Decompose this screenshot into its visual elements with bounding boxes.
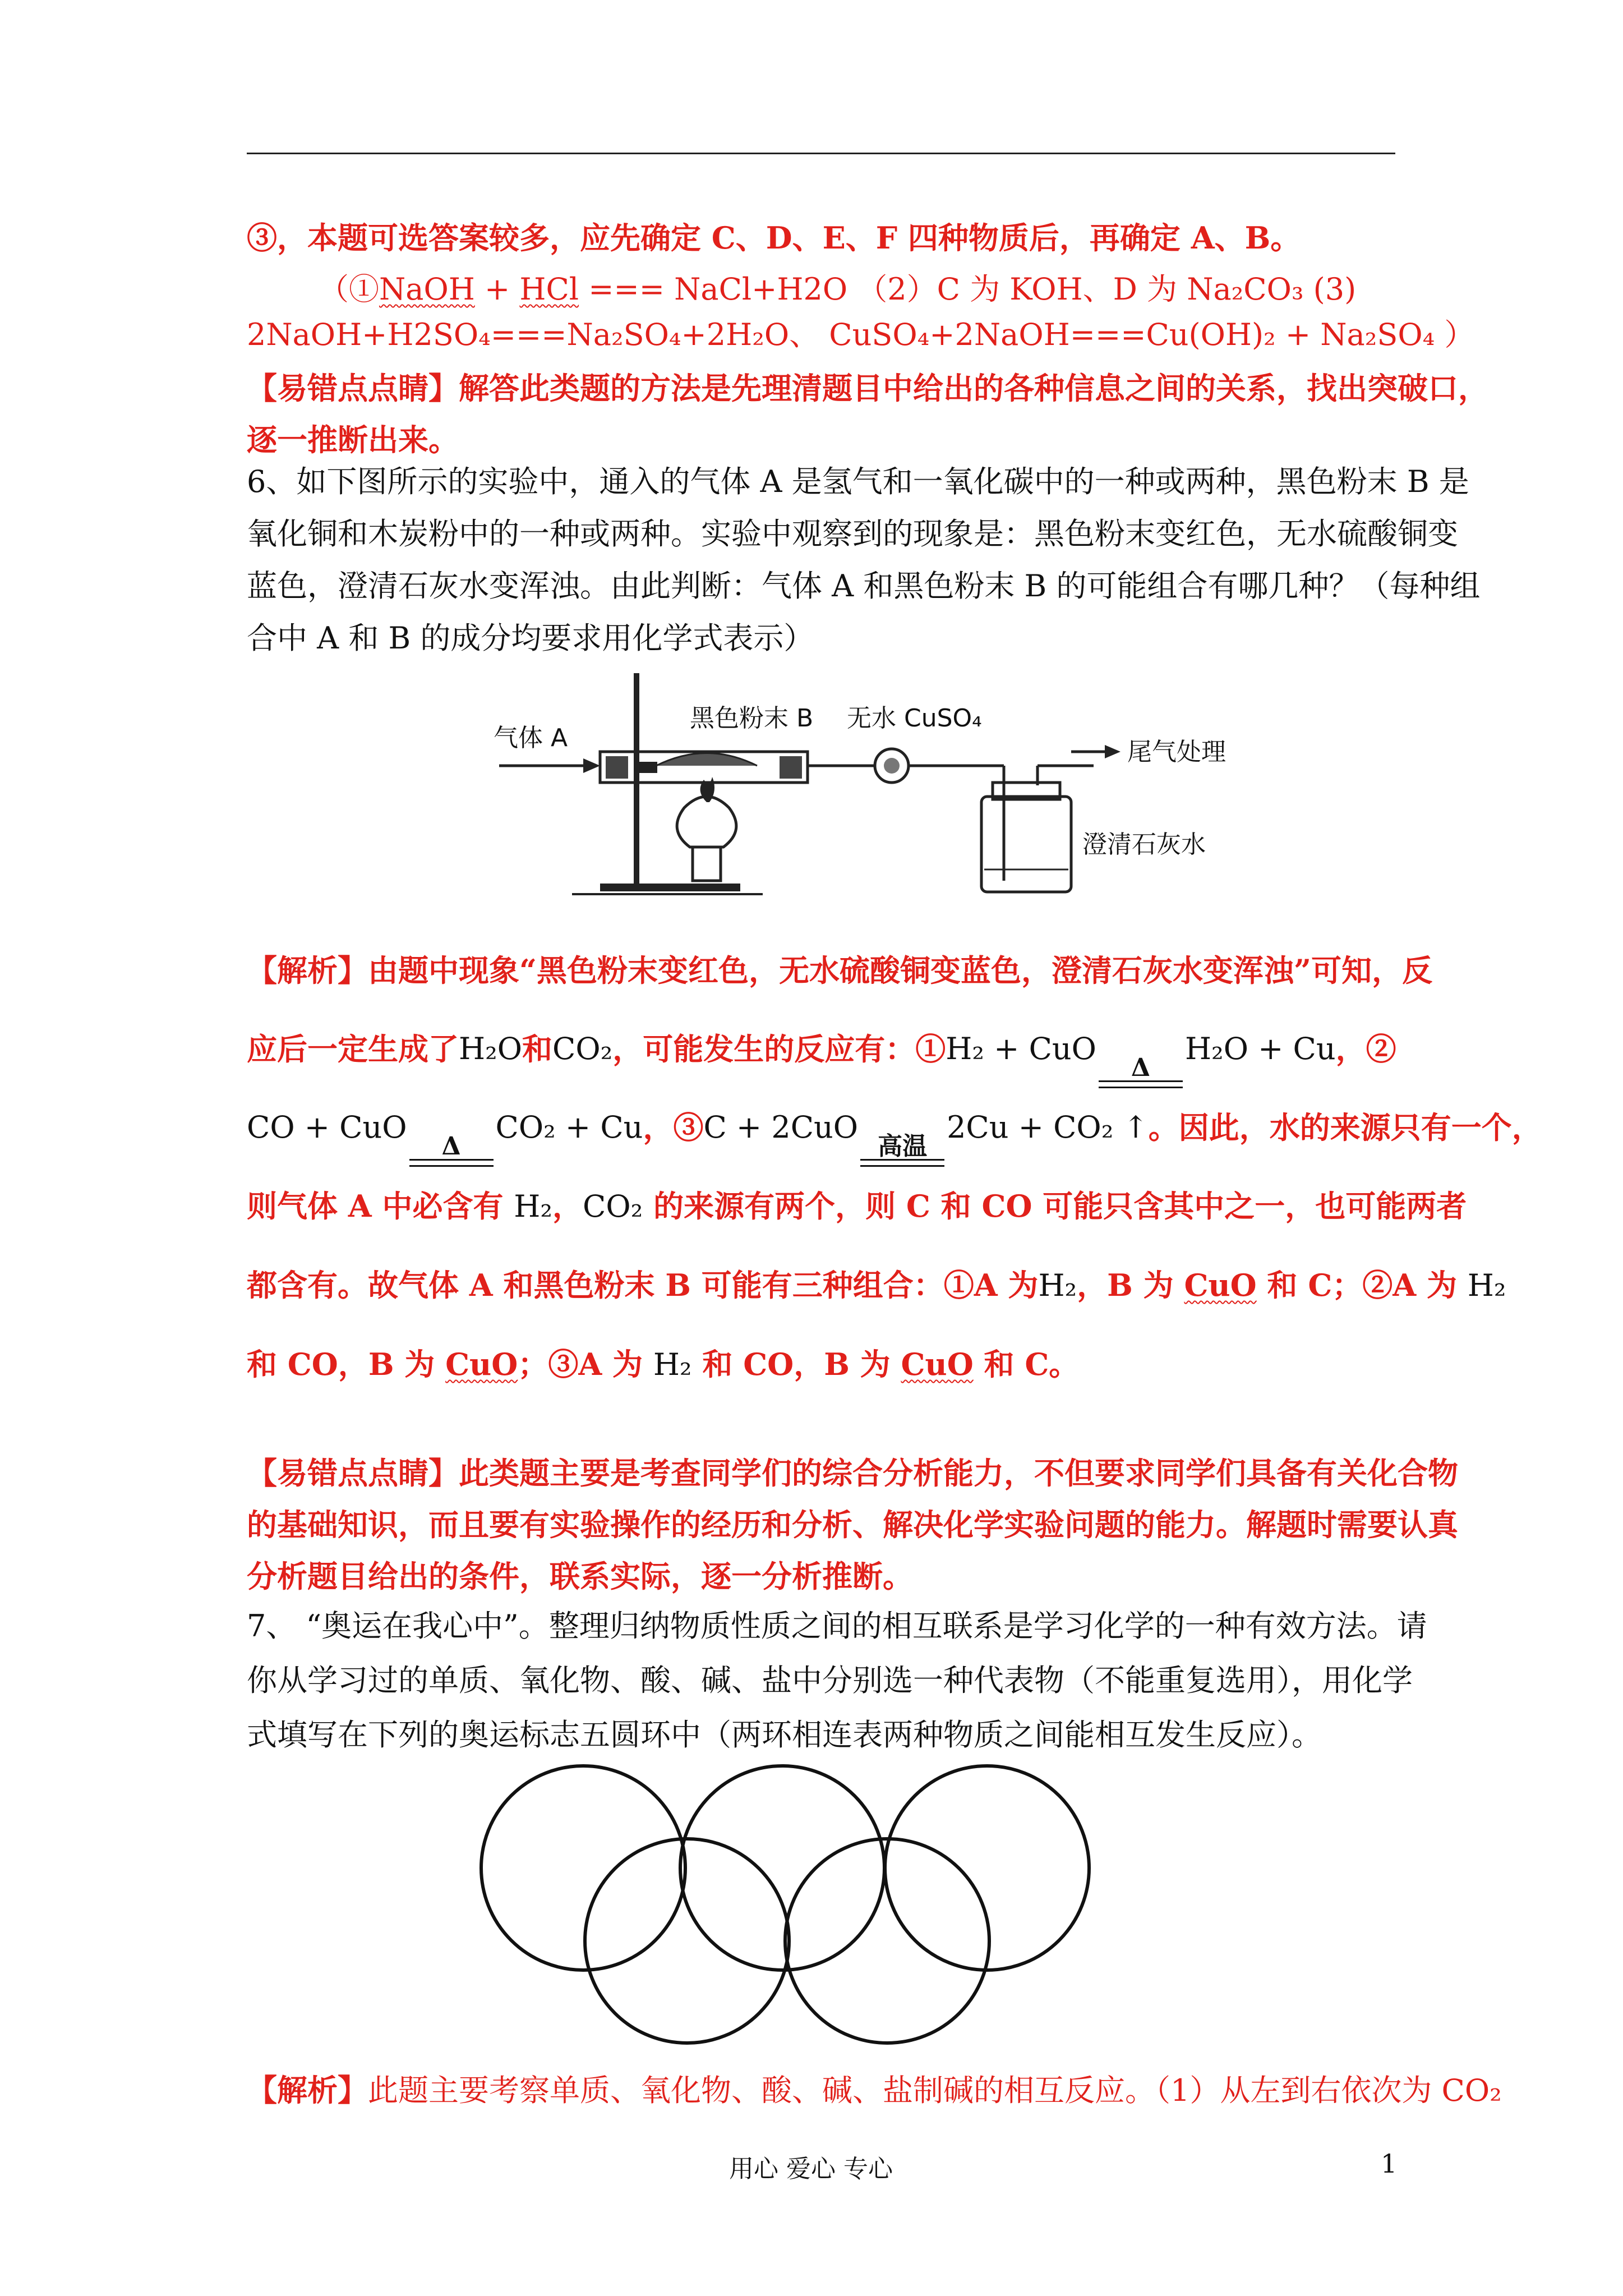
analysis-line <box>247 1010 1396 1088</box>
analysis-line <box>247 1167 1467 1246</box>
equation-right: CO₂ + Cu <box>495 1110 643 1145</box>
tip-text: 解答此类题的方法是先理清题目中给出的各种信息之间的关系，找出突破口， <box>459 370 1488 406</box>
reaction-condition <box>860 1134 944 1167</box>
analysis-text: 和 CO，B 为 <box>247 1346 446 1382</box>
prev-tip <box>247 362 1488 414</box>
tip-line <box>247 1447 1458 1499</box>
label-limewater: 澄清石灰水 <box>1082 830 1206 859</box>
chem-cuo: CuO <box>1184 1267 1257 1303</box>
burner-flask <box>677 797 736 847</box>
analysis-line <box>247 2064 1502 2116</box>
cuso4-fill <box>884 758 900 774</box>
q7-line: 式填写在下列的奥运标志五圆环中（两环相连表两种物质之间能相互发生反应）。 <box>247 1717 1322 1752</box>
analysis-text: 。因此，水的来源只有一个， <box>1148 1110 1542 1145</box>
reaction-condition <box>1099 1053 1183 1088</box>
analysis-line <box>247 1088 1542 1167</box>
ring-1 <box>481 1766 685 1970</box>
limewater-bottle <box>981 797 1071 892</box>
eq-hcl: HCl <box>519 272 579 307</box>
analysis-text: ，可能发生的反应有：① <box>612 1031 946 1067</box>
analysis-text: 的来源有两个，则 C 和 CO 可能只含其中之一，也可能两者 <box>643 1188 1467 1224</box>
reaction-condition <box>409 1134 494 1167</box>
ring-3 <box>885 1766 1089 1970</box>
analysis-text: ，② <box>1335 1031 1396 1067</box>
prev-tip-cont: 逐一推断出来。 <box>247 422 459 458</box>
prev-answer-line: ③，本题可选答案较多，应先确定 C、D、E、F 四种物质后，再确定 A、B。 <box>247 220 1301 256</box>
condition-high-temp: 高温 <box>878 1132 928 1161</box>
stand-rod <box>634 673 639 886</box>
q6-analysis <box>247 931 1542 1404</box>
burner-body <box>693 847 721 881</box>
stopper-right <box>780 756 802 779</box>
q6-line: 合中 A 和 B 的成分均要求用化学式表示） <box>247 620 814 656</box>
analysis-text: ，B 为 <box>1077 1267 1184 1303</box>
stand-base <box>600 884 740 891</box>
page-number: 1 <box>1381 2148 1398 2179</box>
ring-5 <box>785 1839 989 2043</box>
question-7 <box>247 1599 1427 1762</box>
chem-h2: H₂ <box>1467 1268 1506 1303</box>
chem-cuo: CuO <box>901 1346 974 1382</box>
equation-left: H₂ + CuO <box>946 1031 1096 1066</box>
chem-co2: CO₂ <box>583 1189 643 1224</box>
analysis-line <box>247 1325 1396 1404</box>
header-rule <box>247 153 1395 154</box>
q7-line: 你从学习过的单质、氧化物、酸、碱、盐中分别选一种代表物（不能重复选用），用化学 <box>247 1663 1413 1698</box>
arrow-head-icon <box>1105 745 1121 758</box>
equation-left: C + 2CuO <box>703 1110 859 1145</box>
label-tail-gas: 尾气处理 <box>1127 738 1226 766</box>
analysis-line <box>247 1246 1506 1325</box>
prev-answer-equations-2: 2NaOH+H2SO₄===Na₂SO₄+2H₂O、 CuSO₄+2NaOH===Cu(OH)₂ + Na₂SO₄ ） <box>247 317 1475 352</box>
analysis-text: ， <box>552 1188 583 1224</box>
apparatus-diagram <box>488 662 1239 909</box>
analysis-text: 由题中现象“黑色粉末变红色，无水硫酸铜变蓝色，澄清石灰水变浑浊”可知，反 <box>368 953 1433 988</box>
analysis-text: 应后一定生成了 <box>247 1031 459 1067</box>
tip-label: 【易错点点睛】 <box>247 1455 459 1491</box>
equals-sign <box>409 1159 494 1167</box>
tip-line: 分析题目给出的条件，联系实际，逐一分析推断。 <box>247 1558 913 1594</box>
stopper-left <box>606 756 628 779</box>
question-6 <box>247 455 1481 664</box>
eq-text: + <box>474 272 520 307</box>
q6-line: 6、如下图所示的实验中，通入的气体 A 是氢气和一氧化碳中的一种或两种，黑色粉末 B 是 <box>247 464 1469 499</box>
eq-naoh: NaOH <box>379 272 475 307</box>
analysis-text: ；③A 为 <box>518 1346 653 1382</box>
analysis-text: ，③ <box>643 1110 704 1145</box>
q6-tip <box>247 1447 1458 1602</box>
chem-h2o: H₂O <box>459 1031 523 1066</box>
prev-answer-block <box>247 212 1488 466</box>
chem-h2: H₂ <box>514 1189 553 1224</box>
olympic-rings-diagram <box>449 1756 1267 2047</box>
ring-2 <box>680 1766 884 1970</box>
condition-heat: Δ <box>1131 1053 1151 1082</box>
label-cuso4: 无水 CuSO₄ <box>847 704 982 733</box>
chem-cuo: CuO <box>445 1346 518 1382</box>
chem-h2: H₂ <box>1038 1268 1077 1303</box>
chem-co2: CO₂ <box>552 1031 613 1066</box>
q6-line: 蓝色，澄清石灰水变浑浊。由此判断：气体 A 和黑色粉末 B 的可能组合有哪几种？（每种组 <box>247 568 1481 604</box>
q7-analysis <box>247 2064 1502 2116</box>
equation-right: 2Cu + CO₂ ↑ <box>947 1110 1149 1145</box>
eq-text: === NaCl+H2O （2）C 为 KOH、D 为 Na₂CO₃ (3) <box>579 272 1357 307</box>
tip-text: 此类题主要是考查同学们的综合分析能力，不但要求同学们具备有关化合物 <box>459 1455 1458 1491</box>
analysis-text: 和 C；②A 为 <box>1256 1267 1468 1303</box>
q6-line: 氧化铜和木炭粉中的一种或两种。实验中观察到的现象是：黑色粉末变红色，无水硫酸铜变 <box>247 516 1458 551</box>
analysis-line <box>247 931 1433 1010</box>
analysis-text: 此题主要考察单质、氧化物、酸、碱、盐制碱的相互反应。（1）从左到右依次为 CO₂ <box>368 2073 1502 2108</box>
clamp <box>635 762 657 773</box>
eq-text: （① <box>319 272 379 307</box>
analysis-text: 和 C。 <box>973 1346 1080 1382</box>
tip-line: 的基础知识，而且要有实验操作的经历和分析、解决化学实验问题的能力。解题时需要认真 <box>247 1507 1458 1543</box>
analysis-text: 则气体 A 中必含有 <box>247 1188 514 1224</box>
prev-answer-equations <box>247 264 1396 315</box>
arrow-head-icon <box>583 758 600 773</box>
black-powder <box>656 753 757 766</box>
label-gas-a: 气体 A <box>494 724 568 752</box>
analysis-text: 和 <box>522 1031 553 1067</box>
equation-right: H₂O + Cu <box>1184 1031 1336 1066</box>
ring-4 <box>585 1839 789 2043</box>
analysis-label: 【解析】 <box>247 2072 368 2108</box>
table-line <box>572 893 763 895</box>
tip-label: 【易错点点睛】 <box>247 370 459 406</box>
analysis-label: 【解析】 <box>247 953 368 988</box>
label-black-powder: 黑色粉末 B <box>690 704 814 733</box>
q7-line: 7、 “奥运在我心中”。整理归纳物质性质之间的相互联系是学习化学的一种有效方法。请 <box>247 1608 1427 1644</box>
analysis-text: 和 CO，B 为 <box>691 1346 901 1382</box>
chem-h2: H₂ <box>653 1347 692 1382</box>
equals-sign <box>860 1159 944 1167</box>
equation-left: CO + CuO <box>247 1110 407 1145</box>
equals-sign <box>1099 1080 1183 1088</box>
condition-heat: Δ <box>441 1132 461 1161</box>
footer-slogan: 用心 爱心 专心 <box>729 2155 893 2183</box>
analysis-text: 都含有。故气体 A 和黑色粉末 B 可能有三种组合：①A 为 <box>247 1267 1039 1303</box>
